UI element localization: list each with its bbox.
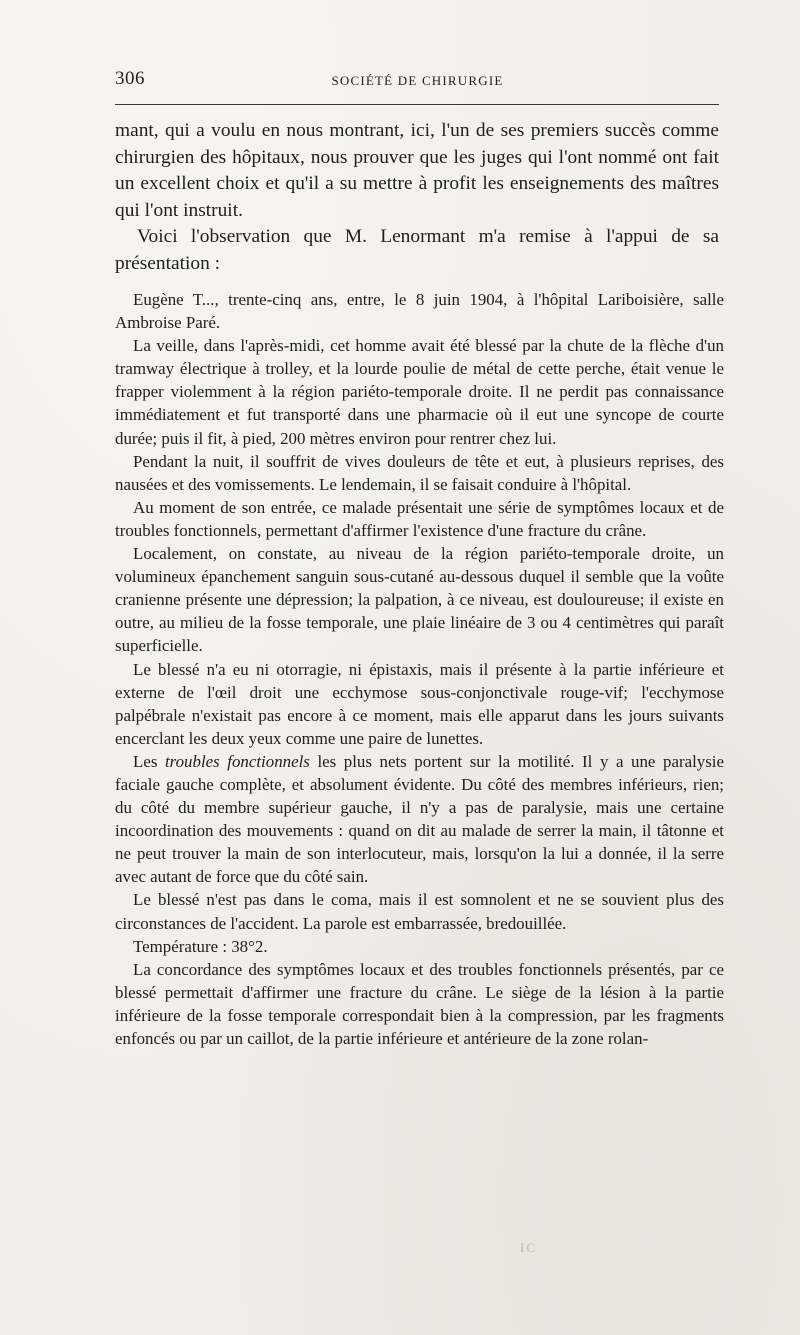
observation-paragraph [115, 750, 724, 889]
header-rule [115, 104, 719, 105]
intro-paragraph: mant, qui a voulu en nous montrant, ici, l'un de ses premiers succès comme chirurgien des hôpitaux, nous prouver que les juges qui l'ont nommé ont fait un excellent choix et qu'il a su mettre à profit les enseignements des maîtres qui l'ont instruit. [115, 120, 719, 221]
observation-paragraph: Le blessé n'est pas dans le coma, mais il est somnolent et ne se souvient plus des circonstances de l'accident. La parole est embarrassée, bredouillée. [115, 890, 724, 933]
faint-mark: IC [520, 1240, 537, 1255]
page-number: 306 [115, 68, 145, 89]
intro-paragraph: Voici l'observation que M. Lenormant m'a remise à l'appui de sa présentation : [115, 226, 719, 274]
observation-paragraph: La concordance des symptômes locaux et des troubles fonctionnels présentés, par ce blessé permettait d'affirmer une fracture du crâne. Le siège de la lésion à la partie inférieure de la fosse temporale correspondait bien à la compression, par les fragments enfoncés ou par un caillot, de la partie inférieure et antérieure de la zone rolan- [115, 959, 724, 1048]
observation-paragraph: La veille, dans l'après-midi, cet homme avait été blessé par la chute de la flèche d'un tramway électrique à trolley, et la lourde poulie de métal de cette perche, était venue le frapper violemment à la région pariéto-temporale droite. Il ne perdit pas connaissance immédiatement et fut transporté dans une pharmacie où il eut une syncope de courte durée; puis il fit, à pied, 200 mètres environ pour rentrer chez lui. [115, 336, 724, 448]
page-header [115, 68, 715, 96]
observation-paragraph: Localement, on constate, au niveau de la région pariéto-temporale droite, un volumineux épanchement sanguin sous-cutané au-dessous duquel il semble que la voûte cranienne présente une dépression; la palpation, à ce niveau, est douloureuse; il existe en outre, au milieu de la fosse temporale, une plaie linéaire de 3 ou 4 centimètres qui paraît superficielle. [115, 544, 724, 656]
intro-text [115, 118, 719, 277]
observation-paragraph: Le blessé n'a eu ni otorragie, ni épistaxis, mais il présente à la partie inférieure et externe de l'œil droit une ecchymose sous-conjonctivale rouge-vif; l'ecchymose palpébrale n'existait pas encore à ce moment, mais elle apparut dans les jours suivants encerclant les deux yeux comme une paire de lunettes. [115, 659, 724, 748]
running-head: SOCIÉTÉ DE CHIRURGIE [331, 73, 504, 88]
observation-paragraph: Pendant la nuit, il souffrit de vives douleurs de tête et eut, à plusieurs reprises, des nausées et des vomissements. Le lendemain, il se faisait conduire à l'hôpital. [115, 451, 724, 494]
observation-paragraph: Eugène T..., trente-cinq ans, entre, le 8 juin 1904, à l'hôpital Lariboisière, salle Ambroise Paré. [115, 290, 724, 333]
observation-paragraph: Au moment de son entrée, ce malade présentait une série de symptômes locaux et de troubles fonctionnels, permettant d'affirmer l'existence d'une fracture du crâne. [115, 497, 724, 540]
paragraph-rest: les plus nets portent sur la motilité. Il y a une paralysie faciale gauche complète, et absolument évidente. Du côté des membres inférieurs, rien; du côté du membre supérieur gauche, il n'y a pas de paralysie, mais une certaine incoordination des mouvements : quand on dit au malade de serrer la main, il tâtonne et ne peut trouver la main de son interlocuteur, mais, lorsqu'on la lui a donnée, il la serre avec autant de force que du côté sain. [115, 751, 724, 887]
paragraph-lead: Les [133, 751, 158, 771]
observation-text [115, 288, 724, 1050]
italic-term: troubles fonctionnels [164, 751, 310, 771]
temperature-line: Température : 38°2. [133, 936, 268, 956]
